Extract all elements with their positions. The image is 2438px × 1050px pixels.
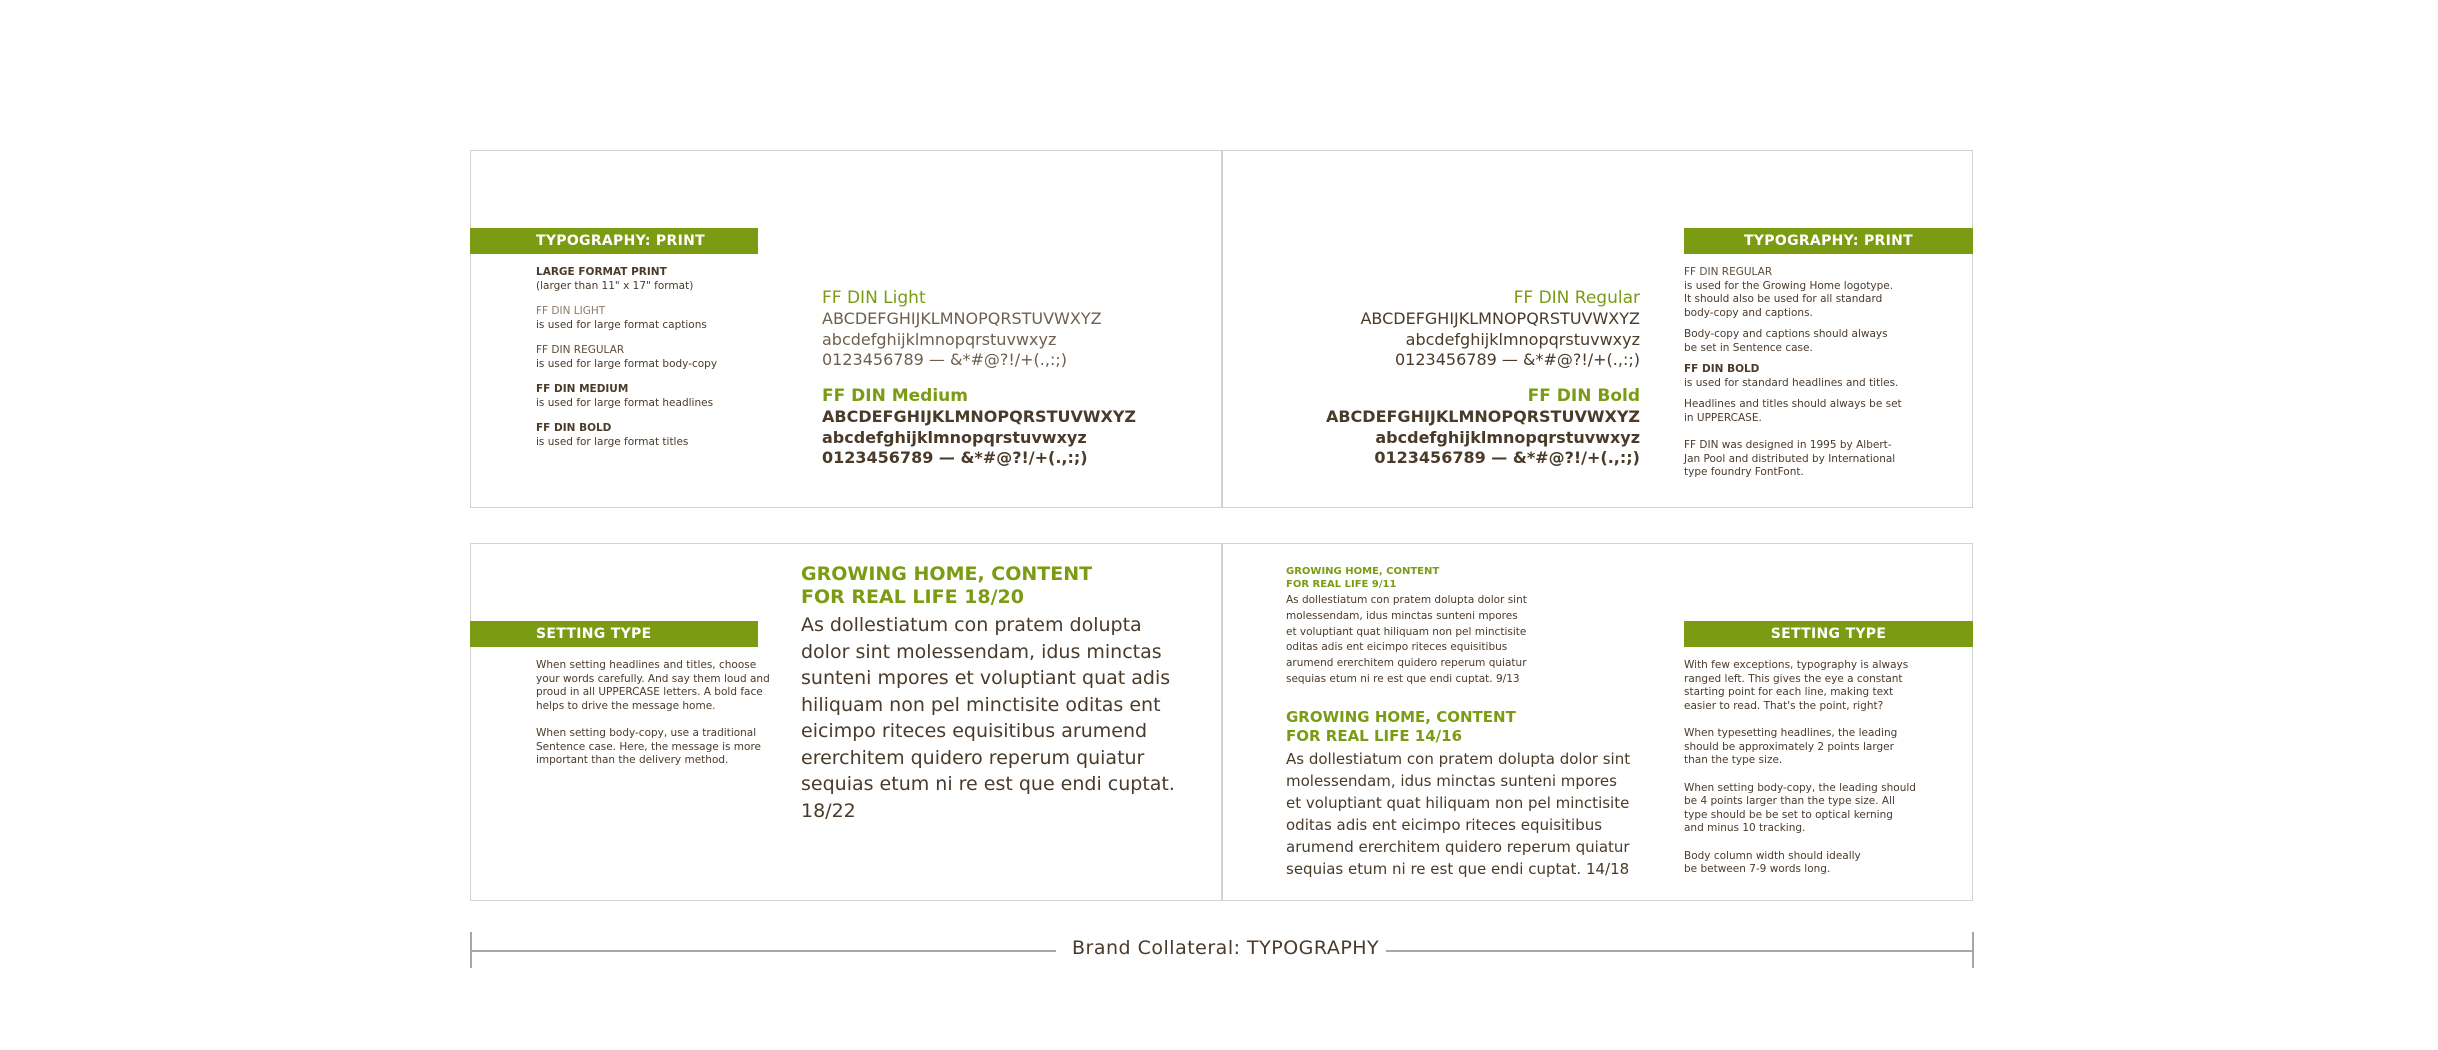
footer-title: Brand Collateral: TYPOGRAPHY xyxy=(1072,937,1380,959)
spec-din-medium xyxy=(536,383,717,410)
sample-title: GROWING HOME, CONTENT xyxy=(1286,566,1440,577)
sample-body-line: et voluptiant quat hiliquam non pel minctisite xyxy=(1286,794,1630,812)
note-din-bold xyxy=(1684,363,1902,390)
note-line: When typesetting headlines, the leading xyxy=(1684,727,1898,739)
sample-body-line: molessendam, idus minctas sunteni mpores xyxy=(1286,609,1518,622)
note-line: Jan Pool and distributed by International xyxy=(1684,452,1896,465)
footer-rule-left xyxy=(470,950,1056,952)
font-specimen-medium xyxy=(822,386,1136,469)
note-line: When setting body-copy, the leading should xyxy=(1684,781,1916,794)
note-line: be 4 points larger than the type size. All xyxy=(1684,795,1895,807)
type-sample-medium xyxy=(1286,708,1630,880)
type-sample-large xyxy=(801,563,1175,824)
note-line: When setting headlines and titles, choose xyxy=(536,659,757,671)
spread-divider xyxy=(1221,151,1223,507)
font-uppercase: ABCDEFGHIJKLMNOPQRSTUVWXYZ xyxy=(822,407,1137,426)
font-lowercase: abcdefghijklmnopqrstuvwxyz xyxy=(822,427,1087,447)
note-line: starting point for each line, making text xyxy=(1684,686,1894,698)
note-body-leading xyxy=(1684,782,1916,836)
spec-head: FF DIN BOLD xyxy=(536,422,612,434)
footer-rule-right xyxy=(1386,950,1973,952)
spec-desc: is used for large format captions xyxy=(536,318,707,331)
font-name: FF DIN Regular xyxy=(1513,288,1640,308)
note-line: Headlines and titles should always be set xyxy=(1684,398,1902,410)
note-line: Sentence case. Here, the message is more xyxy=(536,740,761,753)
sample-title: FOR REAL LIFE 18/20 xyxy=(801,586,1024,608)
sample-body-line: As dollestiatum con pratem dolupta xyxy=(801,614,1142,636)
sample-body-line: eicimpo riteces equisitibus arumend xyxy=(801,720,1148,742)
font-name: FF DIN Light xyxy=(822,288,926,308)
sample-body-line: As dollestiatum con pratem dolupta dolor sint xyxy=(1286,750,1631,768)
sample-body-line: arumend ererchitem quidero reperum quiatur xyxy=(1286,657,1527,670)
sample-title: FOR REAL LIFE 14/16 xyxy=(1286,727,1463,745)
typography-notes xyxy=(1684,266,1902,488)
font-numerals: 0123456789 — &*#@?!/+(.,:;) xyxy=(822,350,1067,369)
sample-body-line: 18/22 xyxy=(801,799,856,822)
font-uppercase: ABCDEFGHIJKLMNOPQRSTUVWXYZ xyxy=(1360,309,1640,328)
note-designer xyxy=(1684,439,1902,480)
note-line: be set in Sentence case. xyxy=(1684,341,1813,354)
font-uppercase: ABCDEFGHIJKLMNOPQRSTUVWXYZ xyxy=(822,309,1102,328)
note-line: When setting body-copy, use a traditional xyxy=(536,727,757,739)
note-headlines xyxy=(536,659,770,713)
sample-body-line: dolor sint molessendam, idus minctas xyxy=(801,640,1162,663)
font-specimen-light xyxy=(822,288,1102,371)
sample-body-line: ererchitem quidero reperum quiatur xyxy=(801,746,1145,769)
spec-desc: is used for large format body-copy xyxy=(536,357,718,370)
note-line: type should be be set to optical kerning xyxy=(1684,808,1893,821)
note-line: body-copy and captions. xyxy=(1684,306,1813,319)
note-line: It should also be used for all standard xyxy=(1684,293,1883,305)
spec-din-light xyxy=(536,305,717,332)
note-line: With few exceptions, typography is always xyxy=(1684,659,1909,671)
sample-body-line: sequias etum ni re est que endi cuptat. 14/18 xyxy=(1286,860,1630,878)
sample-body-line: oditas adis ent eicimpo riteces equisitibus xyxy=(1286,816,1603,834)
font-numerals: 0123456789 — &*#@?!/+(.,:;) xyxy=(1374,448,1640,467)
note-line: helps to drive the message home. xyxy=(536,699,716,712)
print-specs-list xyxy=(536,266,717,461)
sample-title: GROWING HOME, CONTENT xyxy=(1286,708,1516,726)
spec-head: FF DIN LIGHT xyxy=(536,305,606,317)
spec-desc: (larger than 11" x 17" format) xyxy=(536,279,694,292)
note-sentence-case xyxy=(1684,328,1902,355)
font-lowercase: abcdefghijklmnopqrstuvwxyz xyxy=(1405,329,1640,349)
note-line: FF DIN was designed in 1995 by Albert- xyxy=(1684,439,1892,451)
spec-desc: is used for large format titles xyxy=(536,435,689,448)
note-column-width xyxy=(1684,850,1916,877)
font-uppercase: ABCDEFGHIJKLMNOPQRSTUVWXYZ xyxy=(1325,407,1640,426)
note-line: be between 7-9 words long. xyxy=(1684,863,1831,875)
note-head: FF DIN BOLD xyxy=(1684,363,1760,375)
note-head: FF DIN REGULAR xyxy=(1684,266,1773,278)
section-bar-typography-print-right: TYPOGRAPHY: PRINT xyxy=(1684,228,1973,254)
font-name: FF DIN Medium xyxy=(822,386,968,406)
note-line: Body-copy and captions should always xyxy=(1684,328,1888,340)
sample-body-line: molessendam, idus minctas sunteni mpores xyxy=(1286,772,1617,790)
note-headline-leading xyxy=(1684,727,1916,768)
font-lowercase: abcdefghijklmnopqrstuvwxyz xyxy=(1375,427,1640,447)
font-numerals: 0123456789 — &*#@?!/+(.,:;) xyxy=(1395,350,1640,369)
sample-body-line: hiliquam non pel minctisite oditas ent xyxy=(801,693,1161,716)
sample-title: FOR REAL LIFE 9/11 xyxy=(1286,579,1397,590)
note-line: and minus 10 tracking. xyxy=(1684,822,1806,834)
spec-din-bold xyxy=(536,422,717,449)
note-uppercase xyxy=(1684,398,1902,425)
sample-body-line: sequias etum ni re est que endi cuptat. 9/13 xyxy=(1286,672,1520,685)
sample-body-line: sequias etum ni re est que endi cuptat. xyxy=(801,773,1175,795)
font-specimen-regular xyxy=(1360,288,1640,371)
spread-divider xyxy=(1221,544,1223,900)
note-line: is used for the Growing Home logotype. xyxy=(1684,279,1894,292)
sample-title: GROWING HOME, CONTENT xyxy=(801,563,1093,585)
spec-head: LARGE FORMAT PRINT xyxy=(536,266,667,278)
note-ranged-left xyxy=(1684,659,1916,713)
note-line: than the type size. xyxy=(1684,754,1783,766)
type-sample-small xyxy=(1286,565,1527,688)
font-numerals: 0123456789 — &*#@?!/+(.,:;) xyxy=(822,448,1088,467)
font-specimen-bold xyxy=(1326,386,1640,469)
setting-type-notes-right xyxy=(1684,659,1916,885)
sample-body-line: oditas adis ent eicimpo riteces equisitibus xyxy=(1286,641,1508,654)
note-line: in UPPERCASE. xyxy=(1684,411,1762,424)
note-line: easier to read. That's the point, right? xyxy=(1684,699,1884,712)
note-line: important than the delivery method. xyxy=(536,754,729,766)
spec-din-regular xyxy=(536,344,717,371)
spec-large-format xyxy=(536,266,717,293)
spec-desc: is used for large format headlines xyxy=(536,396,714,409)
setting-type-notes-left xyxy=(536,659,770,776)
note-line: Body column width should ideally xyxy=(1684,849,1861,862)
font-lowercase: abcdefghijklmnopqrstuvwxyz xyxy=(822,329,1057,349)
sample-body-line: sunteni mpores et voluptiant quat adis xyxy=(801,667,1171,689)
section-bar-setting-type-right: SETTING TYPE xyxy=(1684,621,1973,647)
sample-body-line: et voluptiant quat hiliquam non pel minctisite xyxy=(1286,625,1527,638)
note-line: should be approximately 2 points larger xyxy=(1684,740,1894,753)
note-body-copy xyxy=(536,727,770,768)
font-name: FF DIN Bold xyxy=(1527,386,1640,406)
sample-body-line: arumend ererchitem quidero reperum quiatur xyxy=(1286,838,1630,856)
note-line: ranged left. This gives the eye a constant xyxy=(1684,672,1903,685)
note-line: is used for standard headlines and titles. xyxy=(1684,376,1899,389)
section-bar-typography-print-left: TYPOGRAPHY: PRINT xyxy=(470,228,758,254)
note-line: type foundry FontFont. xyxy=(1684,466,1804,478)
spec-head: FF DIN REGULAR xyxy=(536,344,625,356)
spec-head: FF DIN MEDIUM xyxy=(536,383,629,395)
note-line: your words carefully. And say them loud and xyxy=(536,672,770,685)
sample-body-line: As dollestiatum con pratem dolupta dolor sint xyxy=(1286,594,1527,606)
section-bar-setting-type-left: SETTING TYPE xyxy=(470,621,758,647)
note-line: proud in all UPPERCASE letters. A bold face xyxy=(536,686,763,698)
note-din-regular xyxy=(1684,266,1902,320)
